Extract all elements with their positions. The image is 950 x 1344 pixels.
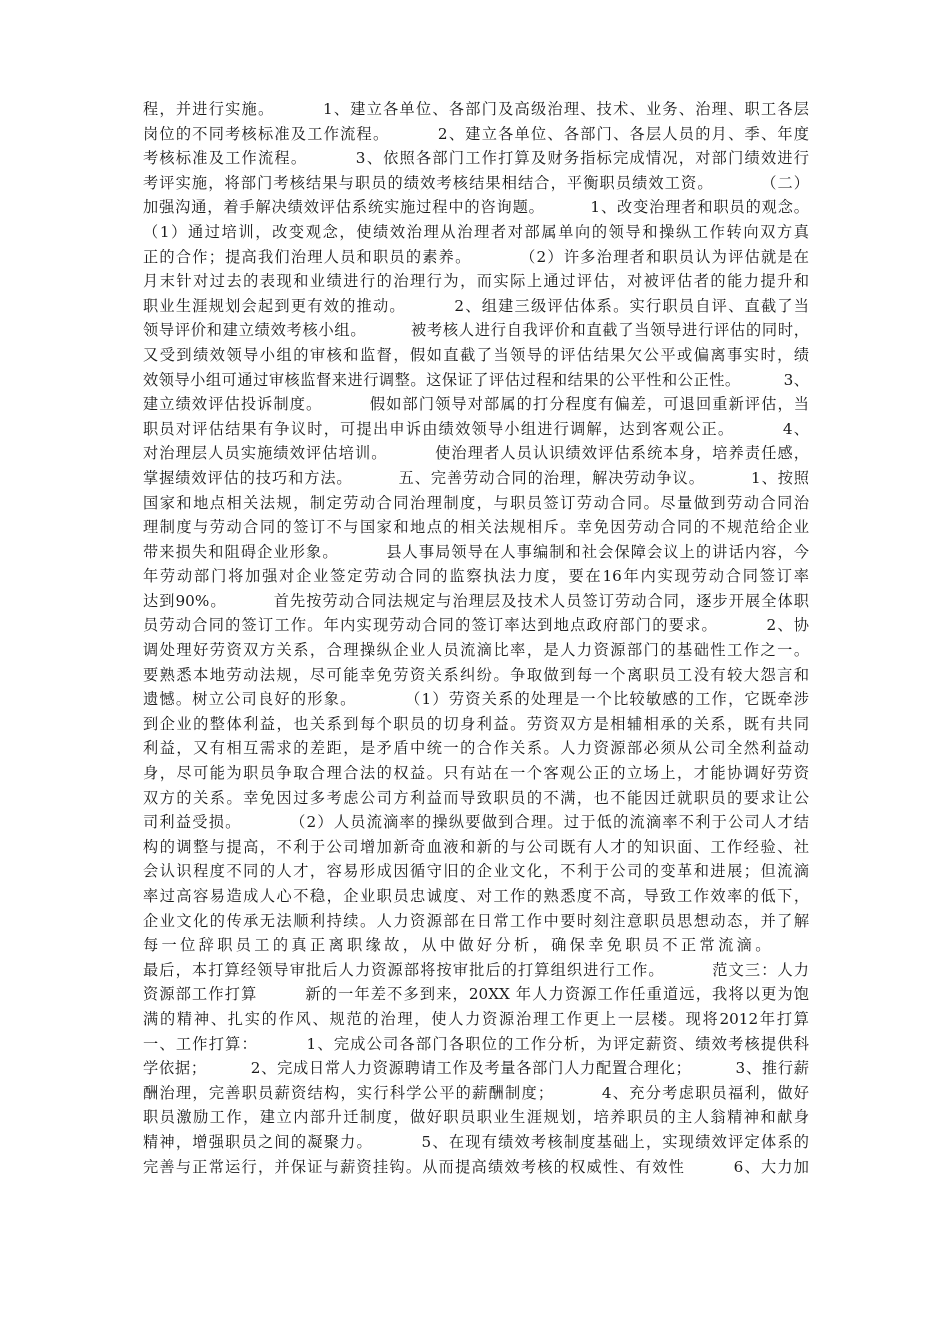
text-line: 利益，又有相互需求的差距，是矛盾中统一的合作关系。人力资源部必须从公司全然利益动	[143, 739, 809, 758]
text-line: 正的合作；提高我们治理人员和职员的素养。 （2）许多治理者和职员认为评估就是在	[143, 247, 809, 266]
text-line: 调处理好劳资双方关系，合理操纵企业人员流滴比率，是人力资源部门的基础性工作之一。	[143, 641, 809, 660]
text-line: 率过高容易造成人心不稳，企业职员忠诚度、对工作的熟悉度不高，导致工作效率的低下，	[143, 887, 809, 905]
text-line: 双方的关系。幸免因过多考虑公司方利益而导致职员的不满，也不能因迁就职员的要求让公	[143, 788, 809, 807]
text-line: 会认识程度不同的人才，容易形成因循守旧的企业文化，不利于公司的变革和进展；但流滴	[143, 862, 809, 881]
text-line: 对治理层人员实施绩效评估培训。 使治理者人员认识绩效评估系统本身，培养责任感，	[143, 444, 809, 463]
text-line: 资源部工作打算 新的一年差不多到来，20XX 年人力资源工作任重道远，我将以更为饱	[143, 985, 809, 1004]
text-line: 国家和地点相关法规，制定劳动合同治理制度，与职员签订劳动合同。尽量做到劳动合同治	[143, 493, 809, 512]
text-line: 职业生涯规划会起到更有效的推动。 2、组建三级评估体系。实行职员自评、直截了当	[143, 296, 809, 315]
text-line: 年劳动部门将加强对企业签定劳动合同的监察执法力度，要在16年内实现劳动合同签订率	[143, 567, 809, 586]
text-line: 精神，增强职员之间的凝聚力。 5、在现有绩效考核制度基础上，实现绩效评定体系的	[143, 1132, 809, 1151]
text-line: 司利益受损。 （2）人员流滴率的操纵要做到合理。过于低的流滴率不利于公司人才结	[143, 813, 809, 832]
text-line: 效领导小组可通过审核监督来进行调整。这保证了评估过程和结果的公平性和公正性。 3、	[143, 370, 809, 389]
text-line: 考评实施，将部门考核结果与职员的绩效考核结果相结合，平衡职员绩效工资。 （二）	[143, 173, 809, 192]
text-line: 一、工作打算： 1、完成公司各部门各职位的工作分析，为评定薪资、绩效考核提供科	[143, 1034, 809, 1053]
text-line: 最后，本打算经领导审批后人力资源部将按审批后的打算组织进行工作。 范文三：人力	[143, 960, 809, 979]
text-line: 加强沟通，着手解决绩效评估系统实施过程中的咨询题。 1、改变治理者和职员的观念。	[143, 198, 809, 217]
text-line: 带来损失和阻碍企业形象。 县人事局领导在人事编制和社会保障会议上的讲话内容，今	[143, 542, 809, 561]
text-line: 又受到绩效领导小组的审核和监督，假如直截了当领导的评估结果欠公平或偏离事实时，绩	[143, 345, 809, 364]
text-line: 到企业的整体利益，也关系到每个职员的切身利益。劳资双方是相辅相承的关系，既有共同	[143, 714, 809, 733]
text-line: （1）通过培训，改变观念，使绩效治理从治理者对部属单向的领导和操纵工作转向双方真	[143, 222, 809, 241]
text-line: 建立绩效评估投诉制度。 假如部门领导对部属的打分程度有偏差，可退回重新评估，当	[143, 395, 809, 414]
text-line: 企业文化的传承无法顺利持续。人力资源部在日常工作中要时刻注意职员思想动态，并了解	[143, 911, 809, 930]
text-line: 要熟悉本地劳动法规，尽可能幸免劳资关系纠纷。争取做到每一个离职员工没有较大怨言和	[143, 665, 809, 684]
text-line: 掌握绩效评估的技巧和方法。 五、完善劳动合同的治理，解决劳动争议。 1、按照	[143, 468, 809, 487]
text-line: 完善与正常运行，并保证与薪资挂钩。从而提高绩效考核的权威性、有效性 6、大力加	[143, 1157, 809, 1176]
text-line: 职员对评估结果有争议时，可提出申诉由绩效领导小组进行调解，达到客观公正。 4、	[143, 419, 809, 438]
body-text	[143, 97, 809, 1179]
text-line: 达到90%。 首先按劳动合同法规定与治理层及技术人员签订劳动合同，逐步开展全体职	[143, 591, 809, 610]
text-line: 构的调整与提高，不利于公司增加新奇血液和新的与公司既有人才的知识面、工作经验、社	[143, 837, 809, 856]
text-line: 员劳动合同的签订工作。年内实现劳动合同的签订率达到地点政府部门的要求。 2、协	[143, 616, 809, 635]
text-line: 学依据； 2、完成日常人力资源聘请工作及考量各部门人力配置合理化； 3、推行薪	[143, 1059, 809, 1078]
text-line: 月末针对过去的表现和业绩进行的治理行为，而实际上通过评估，对被评估者的能力提升和	[143, 272, 809, 291]
text-line: 每一位辞职员工的真正离职缘故，从中做好分析，确保幸免职员不正常流滴。	[143, 936, 809, 955]
text-line: 程，并进行实施。 1、建立各单位、各部门及高级治理、技术、业务、治理、职工各层	[143, 100, 809, 118]
text-line: 考核标准及工作流程。 3、依照各部门工作打算及财务指标完成情况，对部门绩效进行	[143, 149, 809, 168]
text-line: 遗憾。树立公司良好的形象。 （1）劳资关系的处理是一个比较敏感的工作，它既牵涉	[143, 690, 809, 709]
text-line: 酬治理，完善职员薪资结构，实行科学公平的薪酬制度； 4、充分考虑职员福利，做好	[143, 1083, 809, 1102]
text-line: 领导评价和建立绩效考核小组。 被考核人进行自我评价和直截了当领导进行评估的同时，	[143, 321, 809, 340]
text-line: 职员激励工作，建立内部升迁制度，做好职员职业生涯规划，培养职员的主人翁精神和献身	[143, 1108, 809, 1127]
text-line: 岗位的不同考核标准及工作流程。 2、建立各单位、各部门、各层人员的月、季、年度	[143, 124, 809, 143]
text-line: 理制度与劳动合同的签订不与国家和地点的相关法规相斥。幸免因劳动合同的不规范给企业	[143, 518, 809, 537]
text-line: 身，尽可能为职员争取合理合法的权益。只有站在一个客观公正的立场上，才能协调好劳资	[143, 764, 809, 783]
text-line: 满的精神、扎实的作风、规范的治理，使人力资源治理工作更上一层楼。现将2012年打算	[143, 1009, 809, 1028]
